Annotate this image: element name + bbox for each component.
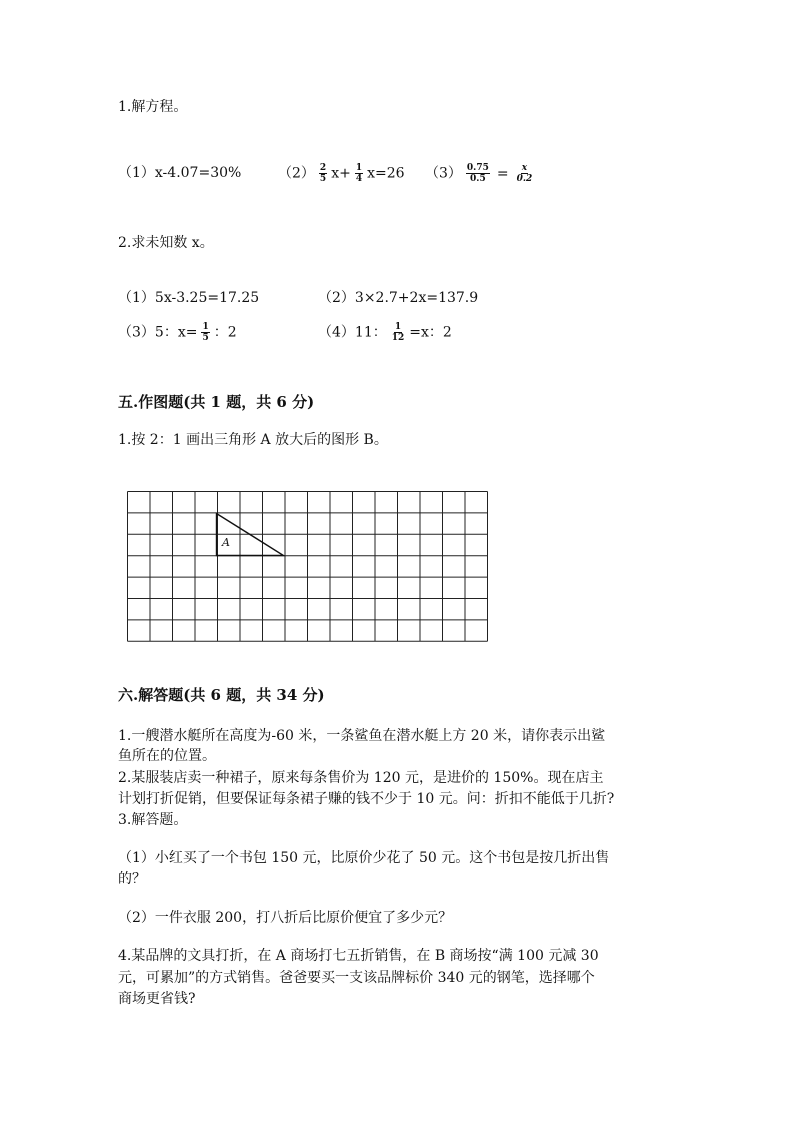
q1-part3-prefix: （3）: [425, 165, 462, 182]
q1-part1: （1）x-4.07=30%: [118, 165, 242, 181]
q2-part3: [118, 322, 237, 343]
grid-lines: [128, 492, 488, 642]
fraction-numerator: 1: [202, 322, 209, 332]
s6-q3-1-line2: 的？: [118, 871, 146, 887]
q2-title: 2.求未知数 x。: [118, 235, 214, 251]
s6-q4-line3: 商场更省钱?: [118, 991, 196, 1007]
s6-q1-line1: 1.一艘潜水艇所在高度为-60 米，一条鲨鱼在潜水艇上方 20 米，请你表示出鲨: [118, 728, 606, 744]
equals-sign: =: [496, 165, 509, 182]
fraction-numerator: 2: [319, 163, 327, 173]
q1-part2: [278, 163, 405, 184]
q2-part2: （2）3×2.7+2x=137.9: [318, 290, 479, 306]
s6-q2-line1: 2.某服装店卖一种裙子，原来每条售价为 120 元，是进价的 150%。现在店主: [118, 770, 604, 786]
fraction-1-12: [391, 322, 406, 343]
q1-part2-mid: x+: [331, 165, 351, 182]
s6-q3-1-line1: （1）小红买了一个书包 150 元，比原价少花了 50 元。这个书包是按几折出售: [118, 850, 610, 866]
section5-heading: 五.作图题(共 1 题，共 6 分): [118, 393, 315, 411]
q1-part3: [425, 163, 537, 184]
s6-q4-line1: 4.某品牌的文具打折，在 A 商场打七五折销售，在 B 商场按“满 100 元减 30: [118, 948, 599, 964]
fraction-denominator: 0.5: [470, 174, 486, 184]
q2-part3-suffix: ：2: [213, 324, 237, 341]
q1-part2-prefix: （2）: [278, 165, 315, 182]
fraction-numerator: 1: [355, 163, 363, 173]
fraction-numerator: 0.75: [466, 163, 489, 173]
q2-part4: [318, 322, 452, 343]
fraction-2-5: [319, 163, 327, 184]
fraction-x-02: [516, 163, 534, 184]
triangle-label: A: [222, 536, 230, 549]
fraction-075-05: [466, 163, 490, 184]
drawing-grid: [127, 491, 489, 643]
fraction-denominator: 0.2: [516, 174, 533, 184]
q2-part3-prefix: （3）5：x=: [118, 324, 198, 341]
s6-q3-2: （2）一件衣服 200，打八折后比原价便宜了多少元？: [118, 910, 453, 926]
fraction-1-5: [201, 322, 209, 343]
fraction-denominator: 5: [202, 333, 209, 343]
fraction-numerator: 1: [394, 322, 402, 332]
fraction-numerator: x: [521, 163, 528, 173]
s6-q3: 3.解答题。: [118, 812, 188, 828]
q2-part1: （1）5x-3.25=17.25: [118, 290, 260, 306]
q2-part4-suffix: =x：2: [409, 324, 452, 341]
fraction-denominator: 12: [391, 333, 405, 343]
section5-q1: 1.按 2：1 画出三角形 A 放大后的图形 B。: [118, 432, 388, 448]
fraction-denominator: 4: [355, 174, 363, 184]
s6-q1-line2: 鱼所在的位置。: [118, 748, 216, 764]
s6-q2-line2: 计划打折促销，但要保证每条裙子赚的钱不少于 10 元。问：折扣不能低于几折?: [118, 791, 615, 807]
fraction-1-4: [355, 163, 363, 184]
q2-part4-prefix: （4）11：: [318, 324, 387, 341]
s6-q4-line2: 元，可累加”的方式销售。爸爸要买一支该品牌标价 340 元的钢笔，选择哪个: [118, 970, 595, 986]
section6-heading: 六.解答题(共 6 题，共 34 分): [118, 686, 325, 704]
q1-title: 1.解方程。: [118, 99, 188, 115]
q1-part2-suffix: x=26: [367, 165, 405, 182]
fraction-denominator: 5: [319, 174, 327, 184]
